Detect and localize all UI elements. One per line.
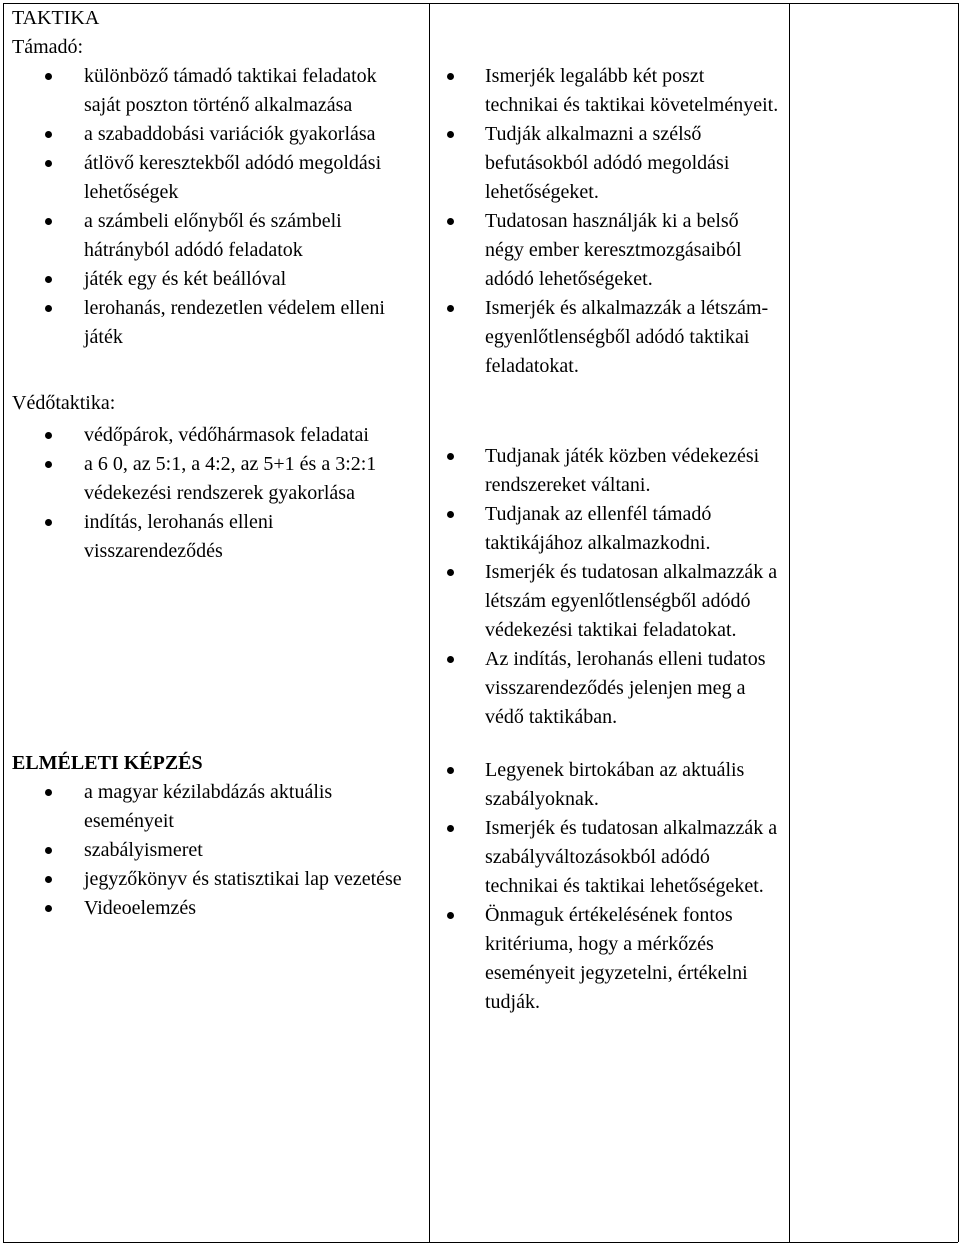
list-item: Legyenek birtokában az aktuális szabályoknak. [429, 756, 779, 814]
list-item: játék egy és két beállóval [12, 265, 417, 294]
list-item: a 6 0, az 5:1, a 4:2, az 5+1 és a 3:2:1 védekezési rendszerek gyakorlása [12, 450, 417, 508]
defense-requirements-list [429, 442, 779, 732]
list-item: különböző támadó taktikai feladatok saját poszton történő alkalmazása [12, 62, 417, 120]
list-item: lerohanás, rendezetlen védelem elleni játék [12, 294, 417, 352]
defense-label: Védőtaktika: [12, 392, 116, 414]
theory-list [12, 778, 417, 923]
theory-heading: ELMÉLETI KÉPZÉS [12, 752, 203, 774]
list-item: indítás, lerohanás elleni visszarendeződés [12, 508, 417, 566]
list-item: Az indítás, lerohanás elleni tudatos visszarendeződés jelenjen meg a védő taktikában. [429, 645, 779, 732]
list-item: átlövő keresztekből adódó megoldási lehetőségek [12, 149, 417, 207]
list-item: jegyzőkönyv és statisztikai lap vezetése [12, 865, 417, 894]
list-item: Tudjanak játék közben védekezési rendszereket váltani. [429, 442, 779, 500]
theory-requirements-list [429, 756, 779, 1017]
content-column [12, 4, 417, 923]
list-item: Videoelemzés [12, 894, 417, 923]
table-right-border [958, 3, 959, 1242]
list-item: Ismerjék és tudatosan alkalmazzák a létszám egyenlőtlenségből adódó védekezési taktikai feladatokat. [429, 558, 779, 645]
list-item: Ismerjék és tudatosan alkalmazzák a szabályváltozásokból adódó technikai és taktikai lehetőségeket. [429, 814, 779, 901]
list-item: védőpárok, védőhármasok feladatai [12, 421, 417, 450]
list-item: a számbeli előnyből és számbeli hátrányból adódó feladatok [12, 207, 417, 265]
table-bottom-border [3, 1242, 958, 1243]
list-item: a magyar kézilabdázás aktuális eseményeit [12, 778, 417, 836]
defense-list [12, 421, 417, 566]
list-item: Tudják alkalmazni a szélső befutásokból adódó megoldási lehetőségeket. [429, 120, 779, 207]
list-item: Ismerjék és alkalmazzák a létszám-egyenlőtlenségből adódó taktikai feladatokat. [429, 294, 779, 381]
attack-label: Támadó: [12, 36, 84, 58]
list-item: a szabaddobási variációk gyakorlása [12, 120, 417, 149]
list-item: szabályismeret [12, 836, 417, 865]
list-item: Tudjanak az ellenfél támadó taktikájához alkalmazkodni. [429, 500, 779, 558]
empty-column [790, 4, 958, 1242]
list-item: Önmaguk értékelésének fontos kritériuma, hogy a mérkőzés eseményeit jegyzetelni, értékelni tudják. [429, 901, 779, 1017]
table-left-border [3, 3, 4, 1242]
list-item: Tudatosan használják ki a belső négy ember keresztmozgásaiból adódó lehetőségeket. [429, 207, 779, 294]
list-item: Ismerjék legalább két poszt technikai és taktikai követelményeit. [429, 62, 779, 120]
section-title: TAKTIKA [12, 7, 100, 29]
attack-requirements-list [429, 62, 779, 381]
attack-list [12, 62, 417, 352]
requirements-column [429, 62, 779, 1017]
